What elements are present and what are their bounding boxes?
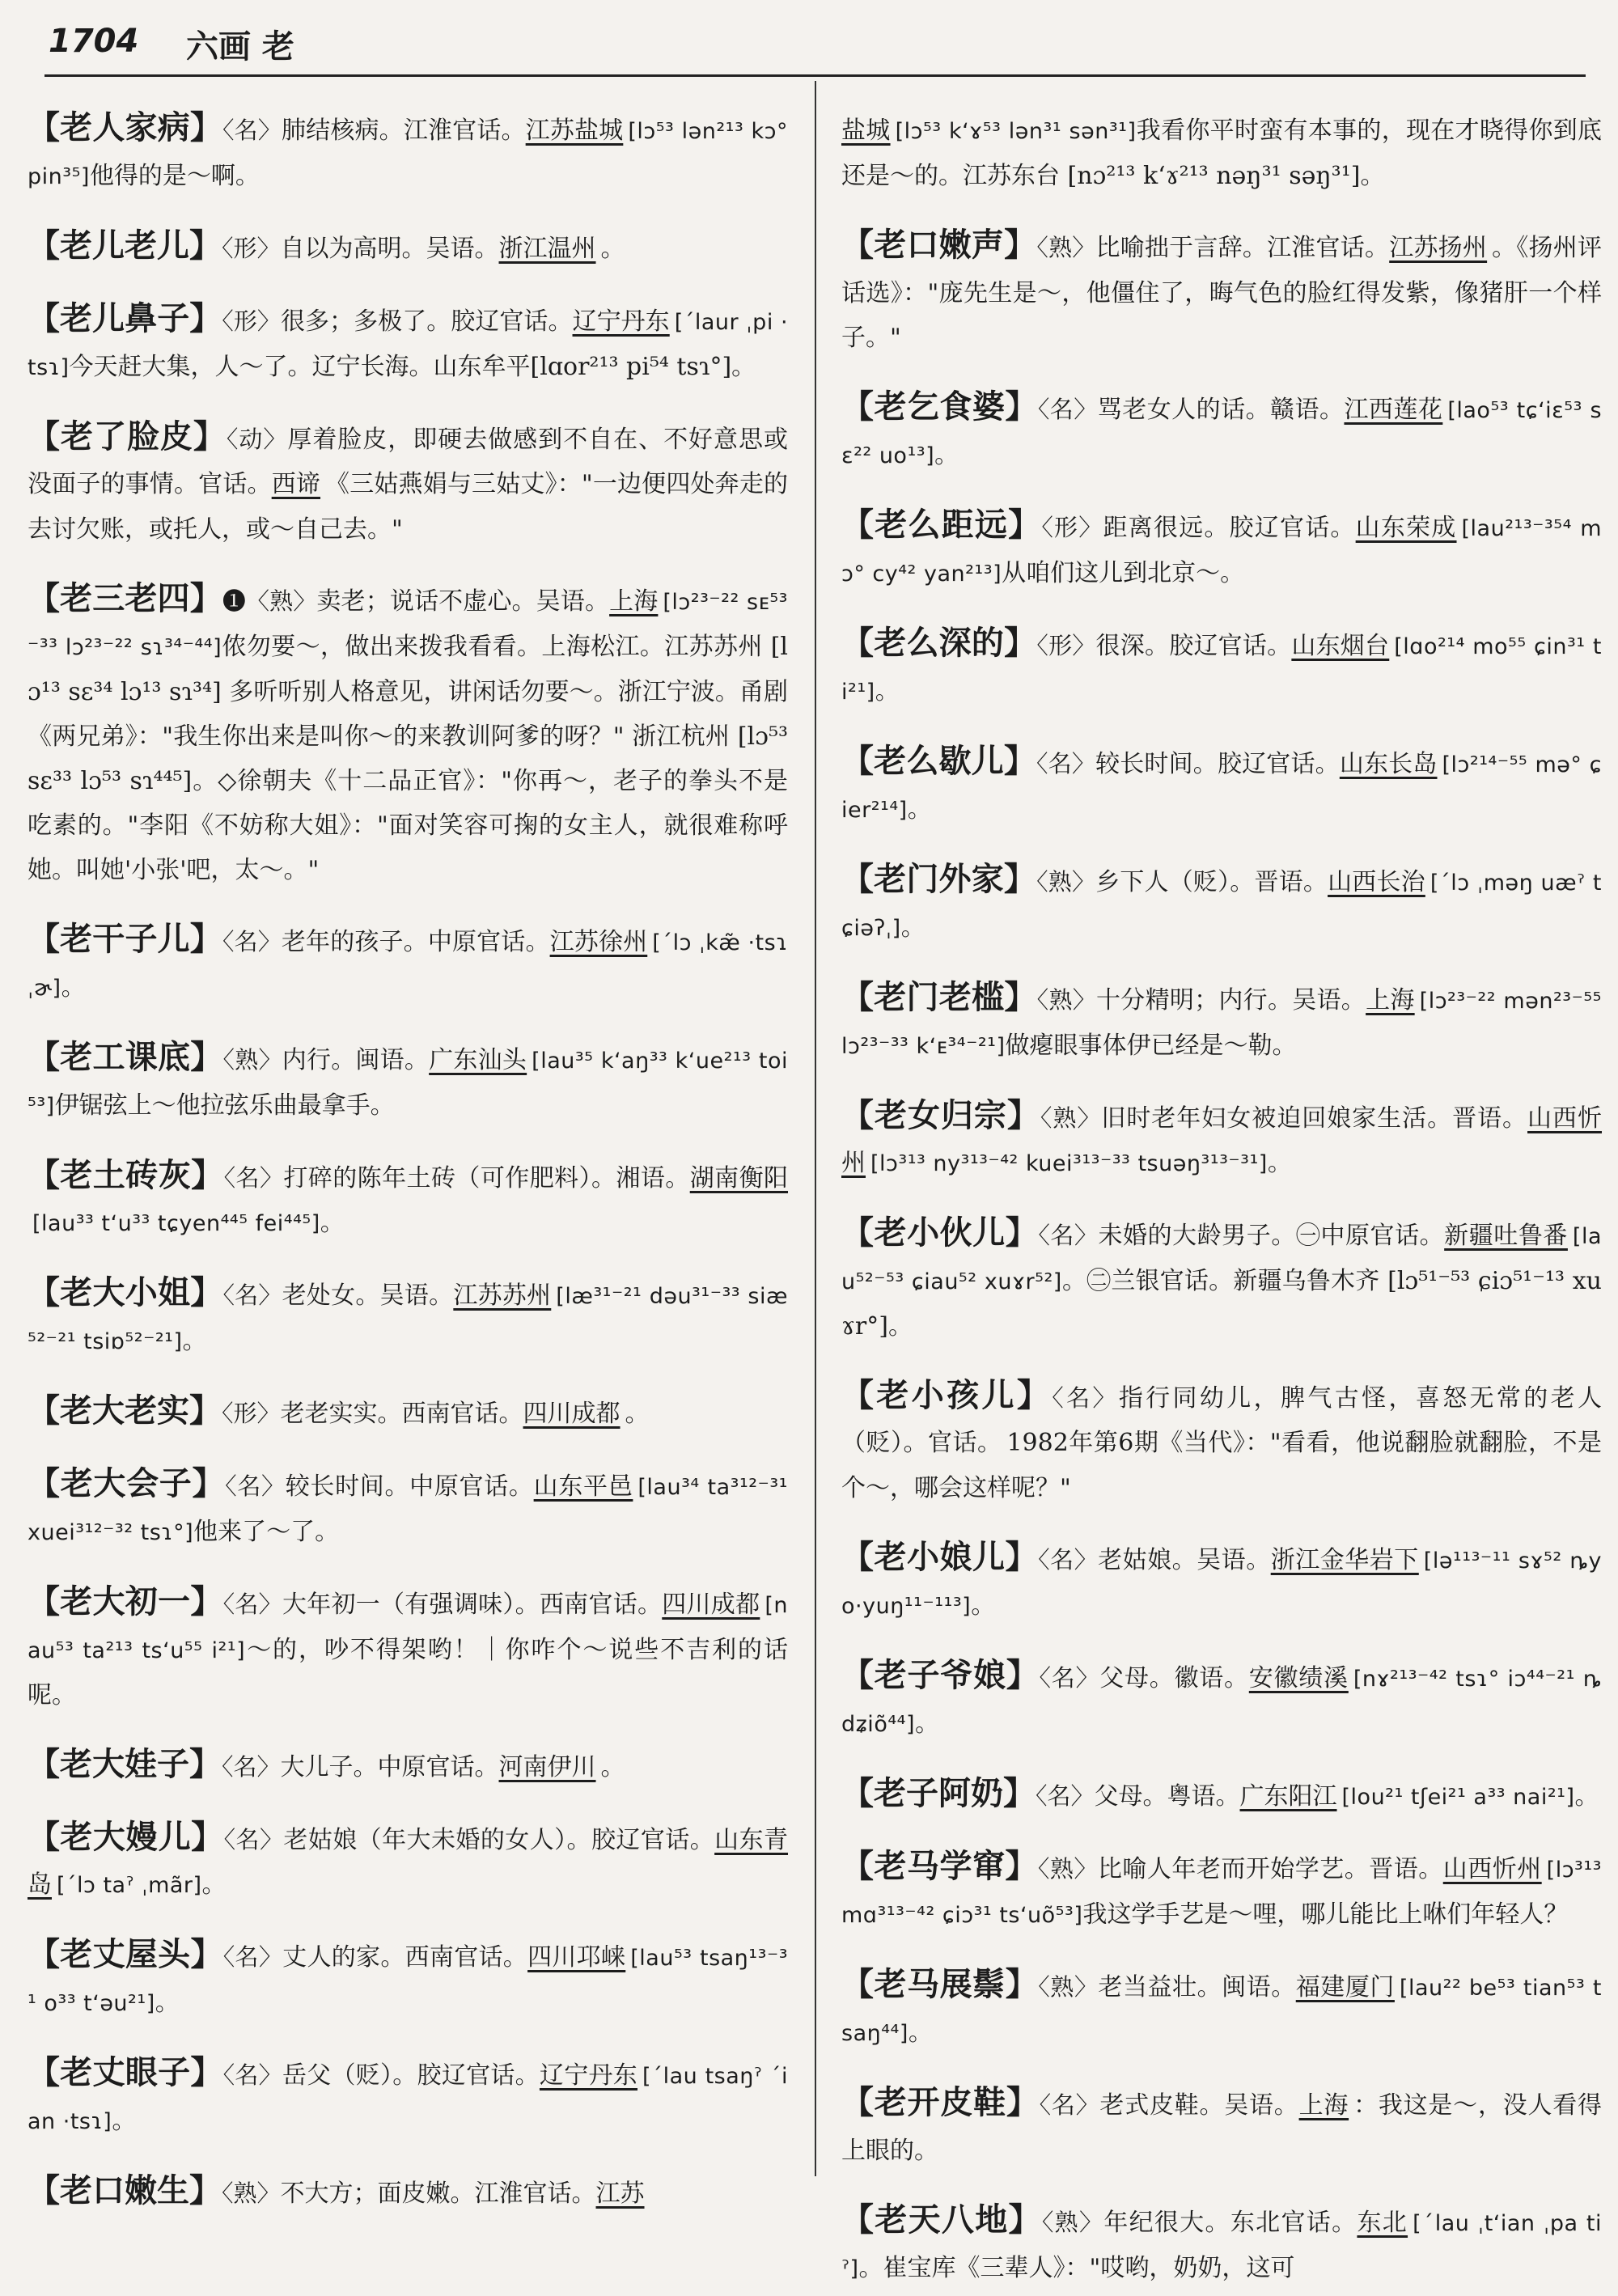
part-of-speech: 〈名〉 xyxy=(222,1591,282,1618)
place-name: 山西长治 xyxy=(1328,868,1425,896)
entry-headword: 【老儿老儿】 xyxy=(28,227,222,265)
pronunciation: [nɤ²¹³⁻⁴² tsɿ° iɔ⁴⁴⁻²¹ ȵdʑiõ⁴⁴] xyxy=(841,1667,1603,1737)
place-name: 江苏扬州 xyxy=(1389,234,1488,262)
entry-definition: 父母。粤语。 xyxy=(1094,1782,1240,1811)
part-of-speech: 〈形〉 xyxy=(222,307,281,335)
pronunciation: [lau³⁴ ta³¹²⁻³¹ xuei³¹²⁻³² tsɿ°] xyxy=(28,1475,789,1545)
dictionary-entry xyxy=(841,2197,1602,2291)
entry-definition: 骂老女人的话。赣语。 xyxy=(1097,396,1345,424)
entry-example: 今天赶大集，人～了。辽宁长海。山东牟平[lɑor²¹³ pi⁵⁴ tsɿ°]。 xyxy=(69,353,756,381)
place-name: 浙江温州 xyxy=(498,235,596,263)
part-of-speech: 〈熟〉 xyxy=(1036,986,1097,1014)
part-of-speech: 〈形〉 xyxy=(222,235,281,262)
dictionary-entry xyxy=(841,105,1602,198)
part-of-speech: 〈熟〉 xyxy=(1036,868,1096,896)
pronunciation: [ˊlaur ˌpi ·tsɿ] xyxy=(28,310,789,380)
entry-definition: 卖老；说话不虚心。吴语。 xyxy=(316,587,610,616)
entry-example: 。 xyxy=(907,795,932,824)
entry-example: 。 xyxy=(600,1753,625,1781)
pronunciation: [lau²² be⁵³ tian⁵³ tsaŋ⁴⁴] xyxy=(841,1976,1603,2046)
entry-example: 。 xyxy=(908,2019,933,2047)
entry-headword: 【老了脸皮】 xyxy=(28,417,227,455)
page-number: 1704 xyxy=(49,23,139,60)
pronunciation: [lɔ⁵³ kʻɤ⁵³ lən³¹ sən³¹] xyxy=(895,119,1137,144)
entry-headword: 【老人家病】 xyxy=(28,108,222,146)
left-column xyxy=(28,81,788,2222)
pronunciation: [læ³¹⁻²¹ dəu³¹⁻³³ siæ⁵²⁻²¹ tsiɒ⁵²⁻²¹] xyxy=(28,1284,789,1354)
entry-example: 从咱们这儿到北京～。 xyxy=(1002,559,1245,587)
dictionary-entry xyxy=(841,1962,1602,2056)
part-of-speech: 〈名〉 xyxy=(1038,1546,1099,1574)
entry-definition: 岳父（贬）。胶辽官话。 xyxy=(282,2061,540,2090)
pronunciation: [nau⁵³ ta²¹³ tsʻu⁵⁵ i²¹] xyxy=(28,1593,789,1663)
part-of-speech: 〈名〉 xyxy=(222,928,282,955)
place-name: 西谛 xyxy=(271,470,321,498)
entry-example: 。㊁兰银官话。新疆乌鲁木齐 [lɔ⁵¹⁻⁵³ ɕiɔ⁵¹⁻¹³ xuɤr°]。 xyxy=(841,1267,1602,1341)
entry-definition: 大儿子。中原官话。 xyxy=(280,1753,499,1781)
entry-headword: 【老么距远】 xyxy=(841,506,1042,544)
entry-definition: 大年初一（有强调味）。西南官话。 xyxy=(282,1591,663,1619)
part-of-speech: 〈形〉 xyxy=(1041,514,1103,541)
entry-headword: 【老开皮鞋】 xyxy=(841,2083,1040,2121)
place-name: 广东阳江 xyxy=(1239,1782,1337,1811)
entry-example: 。 xyxy=(112,2107,137,2135)
place-name: 山东长岛 xyxy=(1339,750,1438,778)
entry-headword: 【老马展鬃】 xyxy=(841,1965,1039,2003)
dictionary-entry xyxy=(28,1932,788,2026)
entry-definition: 不大方；面皮嫩。江淮官话。 xyxy=(280,2180,596,2208)
entry-headword: 【老门外家】 xyxy=(841,860,1037,898)
place-name: 福建厦门 xyxy=(1295,1973,1395,2002)
entry-example: 。 xyxy=(61,973,86,1002)
entry-definition: 很多；多极了。胶辽官话。 xyxy=(280,307,573,336)
entry-headword: 【老么歇儿】 xyxy=(841,742,1037,780)
entry-headword: 【老么深的】 xyxy=(841,624,1037,662)
pronunciation: [ˊlɔ taˀ ˌmãr] xyxy=(57,1873,202,1898)
header-rule xyxy=(44,74,1586,77)
place-name: 上海 xyxy=(1366,986,1415,1015)
pronunciation: [lau²¹³⁻³⁵⁴ mɔ° cy⁴² yan²¹³] xyxy=(841,516,1603,587)
entry-definition: 自以为高明。吴语。 xyxy=(280,235,499,263)
pronunciation: [ˊlɔ ˌməŋ uæˀ tɕiəʔˌ] xyxy=(841,871,1602,941)
dictionary-entry xyxy=(28,1579,788,1718)
entry-headword: 【老大嫚儿】 xyxy=(28,1818,224,1856)
part-of-speech: 〈名〉 xyxy=(1039,2091,1100,2119)
entry-example: 我这学手艺是～哩，哪儿能比上咻们年轻人？ xyxy=(1082,1900,1569,1929)
pronunciation: [lə¹¹³⁻¹¹ sɤ⁵² ȵyo·yuŋ¹¹⁻¹¹³] xyxy=(841,1548,1603,1619)
entry-definition: 乡下人（贬）。晋语。 xyxy=(1095,868,1328,896)
place-name: 江苏盐城 xyxy=(525,116,624,145)
entry-example: 侬勿要～，做出来拨我看看。上海松江。江苏苏州 [lɔ¹³ sɛ³⁴ lɔ¹³ sɿ³⁴] 多听听别人格意见，讲闲话勿要～。浙江宁波。甬剧《两兄弟》："我生你出来是叫你～的来教训阿爹的呀？" 浙江杭州 [lɔ⁵³ sɛ³³ lɔ⁵³ sɿ⁴⁴⁵]。◇徐朝夫《十二品正官》："你再～，老子的拳头不是吃素的。"李阳《不妨称大姐》："面对笑容可掬的女主人，就很难称呼她。叫她'小张'吧，太～。" xyxy=(28,633,788,884)
part-of-speech: 〈熟〉 xyxy=(1037,1855,1098,1883)
place-name: 辽宁丹东 xyxy=(572,307,670,336)
place-name: 安徽绩溪 xyxy=(1248,1664,1349,1692)
pronunciation: [lɔ²¹⁴⁻⁵⁵ mə° ɕier²¹⁴] xyxy=(841,752,1603,823)
place-name: 浙江金华岩下 xyxy=(1270,1546,1419,1574)
place-name: 广东汕头 xyxy=(429,1046,527,1074)
pronunciation: [ˊlɔ ˌkæ̃ ·tsɿ ˌɚ] xyxy=(28,930,789,1001)
part-of-speech: 〈熟〉 xyxy=(1036,234,1096,261)
entry-headword: 【老小孩儿】 xyxy=(841,1376,1053,1414)
dictionary-entry xyxy=(841,739,1602,832)
dictionary-entry xyxy=(841,1653,1602,1747)
entry-headword: 【老小娘儿】 xyxy=(841,1538,1039,1576)
entry-example: 。 xyxy=(201,1870,227,1899)
part-of-speech: 〈名〉 xyxy=(223,1164,284,1192)
entry-headword: 【老大小姐】 xyxy=(28,1273,223,1311)
entry-example: 。 xyxy=(971,1591,996,1620)
entry-headword: 【老门老槛】 xyxy=(841,978,1037,1016)
pronunciation: [ˊlau tsaŋˀ ˊian ·tsɿ] xyxy=(28,2064,789,2134)
entry-headword: 【老马学窜】 xyxy=(841,1847,1038,1885)
dictionary-entry xyxy=(841,1210,1602,1349)
entry-definition: 较长时间。中原官话。 xyxy=(285,1472,534,1501)
part-of-speech: 〈熟〉 xyxy=(222,2180,281,2207)
pronunciation: [lau³³ tʻu³³ tɕyen⁴⁴⁵ fei⁴⁴⁵] xyxy=(32,1211,320,1236)
dictionary-entry xyxy=(28,1270,788,1364)
entry-example: ：我这是～，没人看得上眼的。 xyxy=(841,2091,1603,2165)
entry-headword: 【老小伙儿】 xyxy=(841,1214,1039,1252)
entry-headword: 【老口嫩声】 xyxy=(841,226,1037,264)
entry-definition: 很深。胶辽官话。 xyxy=(1095,632,1292,660)
entry-headword: 【老子爷娘】 xyxy=(841,1656,1040,1694)
entry-example: 1982年第6期《当代》："看看，他说翻脸就翻脸，不是个～，哪会这样呢？" xyxy=(841,1429,1603,1502)
entry-example: 。 xyxy=(900,913,925,942)
dictionary-entry xyxy=(28,1388,788,1437)
entry-example: 他得的是～啊。 xyxy=(89,162,260,190)
place-name: 江苏苏州 xyxy=(453,1281,552,1310)
place-name: 四川邛崃 xyxy=(527,1943,626,1972)
page-header xyxy=(49,18,1586,66)
dictionary-entry xyxy=(28,105,788,199)
entry-definition: 肺结核病。江淮官话。 xyxy=(282,116,526,145)
place-name: 上海 xyxy=(609,587,659,616)
pronunciation: [lɔ²³⁻²² mən²³⁻⁵⁵ lɔ²³⁻³³ kʻᴇ³⁴⁻²¹] xyxy=(841,989,1603,1059)
entry-example: 。 xyxy=(625,1400,650,1428)
part-of-speech: 〈熟〉 xyxy=(222,1046,282,1074)
entry-headword: 【老大会子】 xyxy=(28,1464,226,1502)
entry-headword: 【老儿鼻子】 xyxy=(28,299,222,337)
entry-headword: 【老女归宗】 xyxy=(841,1096,1040,1134)
entry-example: 。 xyxy=(1267,1149,1292,1177)
dictionary-entry xyxy=(28,1035,788,1129)
place-name: 山西忻州 xyxy=(1442,1855,1542,1883)
part-of-speech: 〈名〉 xyxy=(223,1826,284,1853)
part-of-speech: 〈熟〉 xyxy=(1038,1973,1099,2001)
entry-headword: 【老子阿奶】 xyxy=(841,1774,1036,1812)
pronunciation: [lau⁵²⁻⁵³ ɕiau⁵² xuɤr⁵²] xyxy=(841,1224,1603,1294)
entry-example: 《三姑燕娟与三姑丈》："一边便四处奔走的去讨欠账，或托人，或～自己去。" xyxy=(28,470,789,544)
dictionary-entry xyxy=(841,975,1602,1069)
entry-definition: 未婚的大龄男子。㊀中原官话。 xyxy=(1098,1222,1445,1250)
dictionary-entry xyxy=(28,223,788,272)
entry-headword: 【老工课底】 xyxy=(28,1038,223,1076)
section-label: 六画 老 xyxy=(186,28,294,66)
part-of-speech: ❶〈熟〉 xyxy=(222,587,317,615)
place-name: 东北 xyxy=(1357,2209,1408,2237)
place-name: 盐城 xyxy=(841,116,891,145)
entry-headword: 【老干子儿】 xyxy=(28,920,222,958)
part-of-speech: 〈形〉 xyxy=(222,1400,281,1427)
part-of-speech: 〈名〉 xyxy=(222,1753,281,1781)
place-name: 山西忻州 xyxy=(841,1104,1602,1177)
entry-headword: 【老大老实】 xyxy=(28,1392,222,1430)
part-of-speech: 〈名〉 xyxy=(1036,1782,1095,1810)
entry-definition: 比喻人年老而开始学艺。晋语。 xyxy=(1097,1855,1443,1883)
entry-example: 。 xyxy=(934,441,959,469)
entry-example: 。 xyxy=(875,677,900,705)
entry-example: 他来了～了。 xyxy=(193,1518,340,1546)
entry-headword: 【老口嫩生】 xyxy=(28,2171,222,2209)
entry-definition: 十分精明；内行。吴语。 xyxy=(1096,986,1366,1015)
pronunciation: [ˊlau ˌtʻian ˌpa tiˀ] xyxy=(841,2211,1603,2281)
dictionary-entry xyxy=(841,621,1602,714)
part-of-speech: 〈名〉 xyxy=(225,1472,286,1500)
entry-definition: 老老实实。西南官话。 xyxy=(280,1400,523,1428)
place-name: 四川成都 xyxy=(662,1591,760,1619)
entry-example: 。 xyxy=(1574,1782,1599,1811)
dictionary-entry xyxy=(28,1461,788,1555)
place-name: 山东平邑 xyxy=(533,1472,633,1501)
entry-example: 。崔宝库《三辈人》："哎哟，奶奶，这可 xyxy=(858,2254,1295,2282)
part-of-speech: 〈名〉 xyxy=(222,2061,282,2089)
part-of-speech: 〈名〉 xyxy=(1036,750,1096,777)
column-divider xyxy=(815,81,816,2176)
dictionary-entry xyxy=(841,1771,1602,1819)
right-column xyxy=(841,81,1602,2296)
entry-headword: 【老三老四】 xyxy=(28,579,222,617)
dictionary-entry xyxy=(28,414,788,552)
dictionary-entry xyxy=(28,917,788,1010)
entry-definition: 老姑娘（年大未婚的女人）。胶辽官话。 xyxy=(283,1826,715,1854)
part-of-speech: 〈名〉 xyxy=(222,1281,282,1309)
dictionary-entry xyxy=(28,2050,788,2144)
entry-example: 伊锯弦上～他拉弦乐曲最拿手。 xyxy=(54,1091,395,1120)
pronunciation: [lɔ³¹³ mɑ³¹³⁻⁴² ɕiɔ³¹ tsʻuõ⁵³] xyxy=(841,1858,1603,1928)
dictionary-entry xyxy=(28,1815,788,1908)
part-of-speech: 〈名〉 xyxy=(1039,1664,1100,1692)
part-of-speech: 〈形〉 xyxy=(1036,632,1096,659)
entry-definition: 打碎的陈年土砖（可作肥料）。湘语。 xyxy=(283,1164,690,1192)
place-name: 辽宁丹东 xyxy=(539,2061,638,2090)
entry-definition: 指行同幼儿，脾气古怪，喜怒无常的老人（贬）。官话。 xyxy=(841,1384,1603,1457)
place-name: 河南伊川 xyxy=(498,1753,596,1781)
dictionary-entry xyxy=(28,576,788,892)
place-name: 江苏 xyxy=(595,2180,645,2208)
entry-definition: 老年的孩子。中原官话。 xyxy=(281,928,550,956)
entry-definition: 旧时老年妇女被迫回娘家生活。晋语。 xyxy=(1101,1104,1528,1133)
place-name: 山东荣成 xyxy=(1355,514,1457,542)
dictionary-entry xyxy=(841,222,1602,360)
place-name: 上海 xyxy=(1298,2091,1349,2120)
entry-definition: 父母。徽语。 xyxy=(1099,1664,1249,1692)
place-name: 新疆吐鲁番 xyxy=(1444,1222,1568,1250)
part-of-speech: 〈动〉 xyxy=(226,426,288,453)
entry-definition: 老式皮鞋。吴语。 xyxy=(1099,2091,1299,2120)
pronunciation: [lao⁵³ tɕʻiɛ⁵³ sɛ²² uo¹³] xyxy=(841,398,1603,468)
part-of-speech: 〈名〉 xyxy=(222,116,282,144)
entry-headword: 【老大娃子】 xyxy=(28,1745,222,1783)
dictionary-entry xyxy=(841,857,1602,951)
entry-headword: 【老土砖灰】 xyxy=(28,1156,224,1194)
part-of-speech: 〈名〉 xyxy=(1052,1384,1119,1412)
place-name: 四川成都 xyxy=(523,1400,621,1428)
dictionary-entry xyxy=(841,502,1602,596)
entry-definition: 距离很远。胶辽官话。 xyxy=(1103,514,1356,542)
part-of-speech: 〈名〉 xyxy=(222,1943,283,1971)
place-name: 江苏徐州 xyxy=(549,928,648,956)
entry-definition: 老处女。吴语。 xyxy=(282,1281,454,1310)
dictionary-entry xyxy=(841,1373,1602,1510)
dictionary-entry xyxy=(841,1844,1602,1938)
entry-example: 做瘪眼事体伊已经是～勒。 xyxy=(1005,1032,1297,1060)
entry-example: 。 xyxy=(600,235,625,263)
dictionary-entry xyxy=(28,296,788,390)
entry-headword: 【老丈屋头】 xyxy=(28,1935,223,1973)
entry-headword: 【老大初一】 xyxy=(28,1582,223,1620)
entry-example: 。 xyxy=(320,1209,345,1237)
entry-definition: 老当益壮。闽语。 xyxy=(1098,1973,1296,2002)
pronunciation: [lau⁵³ tsaŋ¹³⁻³¹ o³³ tʻəu²¹] xyxy=(28,1946,789,2016)
entry-definition: 内行。闽语。 xyxy=(282,1046,430,1074)
entry-definition: 老姑娘。吴语。 xyxy=(1098,1546,1271,1574)
pronunciation: [lɔ⁵³ lən²¹³ kɔ° pin³⁵] xyxy=(28,119,789,189)
dictionary-entry xyxy=(28,1153,788,1246)
dictionary-entry xyxy=(841,384,1602,478)
entry-example: 。 xyxy=(155,1989,180,2017)
pronunciation: [lou²¹ tʃei²¹ a³³ nai²¹] xyxy=(1341,1785,1575,1810)
part-of-speech: 〈名〉 xyxy=(1038,1222,1099,1249)
dictionary-entry xyxy=(841,1535,1602,1629)
pronunciation: [lɔ²³⁻²² sᴇ⁵³⁻³³ lɔ²³⁻²² sɿ³⁴⁻⁴⁴] xyxy=(28,590,788,660)
entry-headword: 【老天八地】 xyxy=(841,2201,1042,2239)
part-of-speech: 〈名〉 xyxy=(1037,396,1098,423)
entry-example: 。 xyxy=(915,1709,940,1738)
part-of-speech: 〈熟〉 xyxy=(1041,2209,1104,2236)
entry-example: ～的，吵不得架哟！｜你咋个～说些不吉利的话呢。 xyxy=(28,1636,788,1709)
entry-headword: 【老丈眼子】 xyxy=(28,2053,223,2091)
entry-example: 我看你平时蛮有本事的，现在才晓得你到底还是～的。江苏东台 [nɔ²¹³ kʻɤ²¹³ nəŋ³¹ səŋ³¹]。 xyxy=(841,116,1603,190)
entry-definition: 丈人的家。西南官话。 xyxy=(282,1943,528,1972)
dictionary-entry xyxy=(28,2168,788,2217)
entry-definition: 比喻拙于言辞。江淮官话。 xyxy=(1095,234,1390,262)
place-name: 山东青岛 xyxy=(28,1826,789,1899)
entry-definition: 较长时间。胶辽官话。 xyxy=(1095,750,1340,778)
entry-headword: 【老乞食婆】 xyxy=(841,388,1038,426)
dictionary-entry xyxy=(841,2080,1602,2173)
dictionary-entry xyxy=(841,1093,1602,1186)
place-name: 山东烟台 xyxy=(1291,632,1390,660)
place-name: 湖南衡阳 xyxy=(689,1164,789,1192)
entry-example: 。 xyxy=(182,1327,207,1355)
dictionary-entry xyxy=(28,1742,788,1790)
place-name: 江西莲花 xyxy=(1344,396,1443,424)
entry-example: 。《扬州评话选》："庞先生是～，他僵住了，晦气色的脸红得发紫，像猪肝一个样子。" xyxy=(841,234,1603,352)
pronunciation: [lɑo²¹⁴ mo⁵⁵ ɕin³¹ ti²¹] xyxy=(841,634,1603,705)
part-of-speech: 〈熟〉 xyxy=(1040,1104,1102,1132)
pronunciation: [lɔ³¹³ ny³¹³⁻⁴² kuei³¹³⁻³³ tsuəŋ³¹³⁻³¹] xyxy=(870,1151,1268,1176)
pronunciation: [lau³⁵ kʻaŋ³³ kʻue²¹³ toi⁵³] xyxy=(28,1048,789,1119)
entry-definition: 厚着脸皮，即硬去做感到不自在、不好意思或没面子的事情。官话。 xyxy=(28,426,788,498)
entry-definition: 年纪很大。东北官话。 xyxy=(1103,2209,1358,2237)
